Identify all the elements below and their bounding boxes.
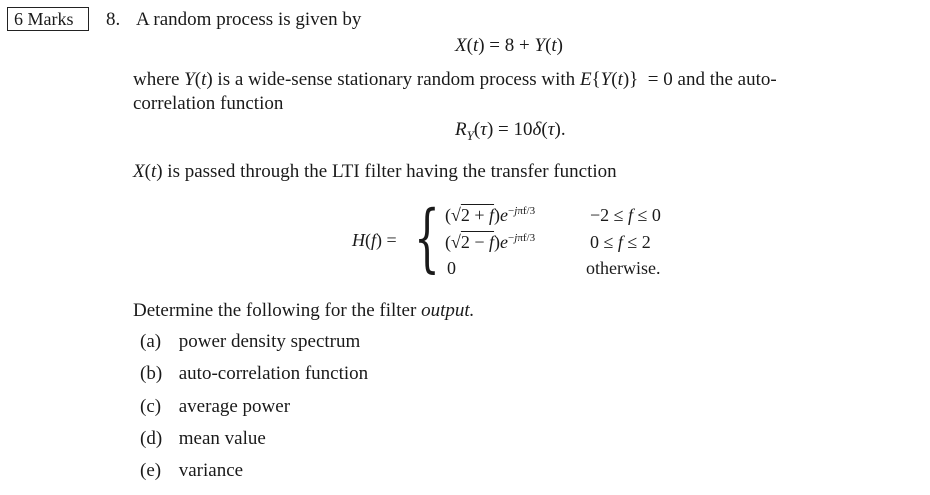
subpart-a	[140, 331, 360, 353]
marks-badge: 6 Marks	[7, 7, 89, 31]
determine-paragraph: Determine the following for the filter output.	[133, 300, 475, 321]
question-statement: A random process is given by	[136, 9, 362, 30]
subpart-text: variance	[178, 460, 244, 481]
where-paragraph: where Y(t) is a wide-sense stationary random process with E{Y(t)} = 0 and the auto- correlation function	[133, 69, 777, 114]
process-equation: X(t) = 8 + Y(t)	[455, 35, 563, 56]
subpart-text: auto-correlation function	[178, 363, 369, 384]
filter-paragraph: X(t) is passed through the LTI filter having the transfer function	[133, 161, 617, 182]
case-1-condition: −2 ≤ f ≤ 0	[590, 205, 661, 225]
question-number: 8.	[106, 9, 121, 30]
case-2-expression: $(√2 - f)e^{-j\pi f/3}$	[445, 232, 536, 252]
subpart-b	[140, 363, 368, 385]
subpart-text: average power	[178, 396, 291, 417]
subpart-c	[140, 396, 290, 418]
case-3-expression: 0	[447, 258, 456, 278]
case-3-condition: otherwise.	[586, 258, 661, 278]
case-2-condition: 0 ≤ f ≤ 2	[590, 232, 651, 252]
subpart-d	[140, 428, 266, 450]
case-1-expression: $(√2 + f)e^{-j\pi f/3}$	[445, 205, 536, 225]
autocorrelation-equation: $R_Y(\tau) = 10\delta(\tau)$.	[455, 119, 566, 143]
transfer-function-lhs: H(f) =	[352, 230, 397, 250]
subpart-label: (a)	[140, 331, 162, 352]
subpart-label: (e)	[140, 460, 162, 481]
subpart-label: (d)	[140, 428, 163, 449]
subpart-label: (b)	[140, 363, 163, 384]
subpart-text: mean value	[178, 428, 266, 449]
piecewise-brace: {	[414, 195, 440, 281]
subpart-text: power density spectrum	[178, 331, 361, 352]
subpart-label: (c)	[140, 396, 162, 417]
subpart-e	[140, 460, 243, 482]
